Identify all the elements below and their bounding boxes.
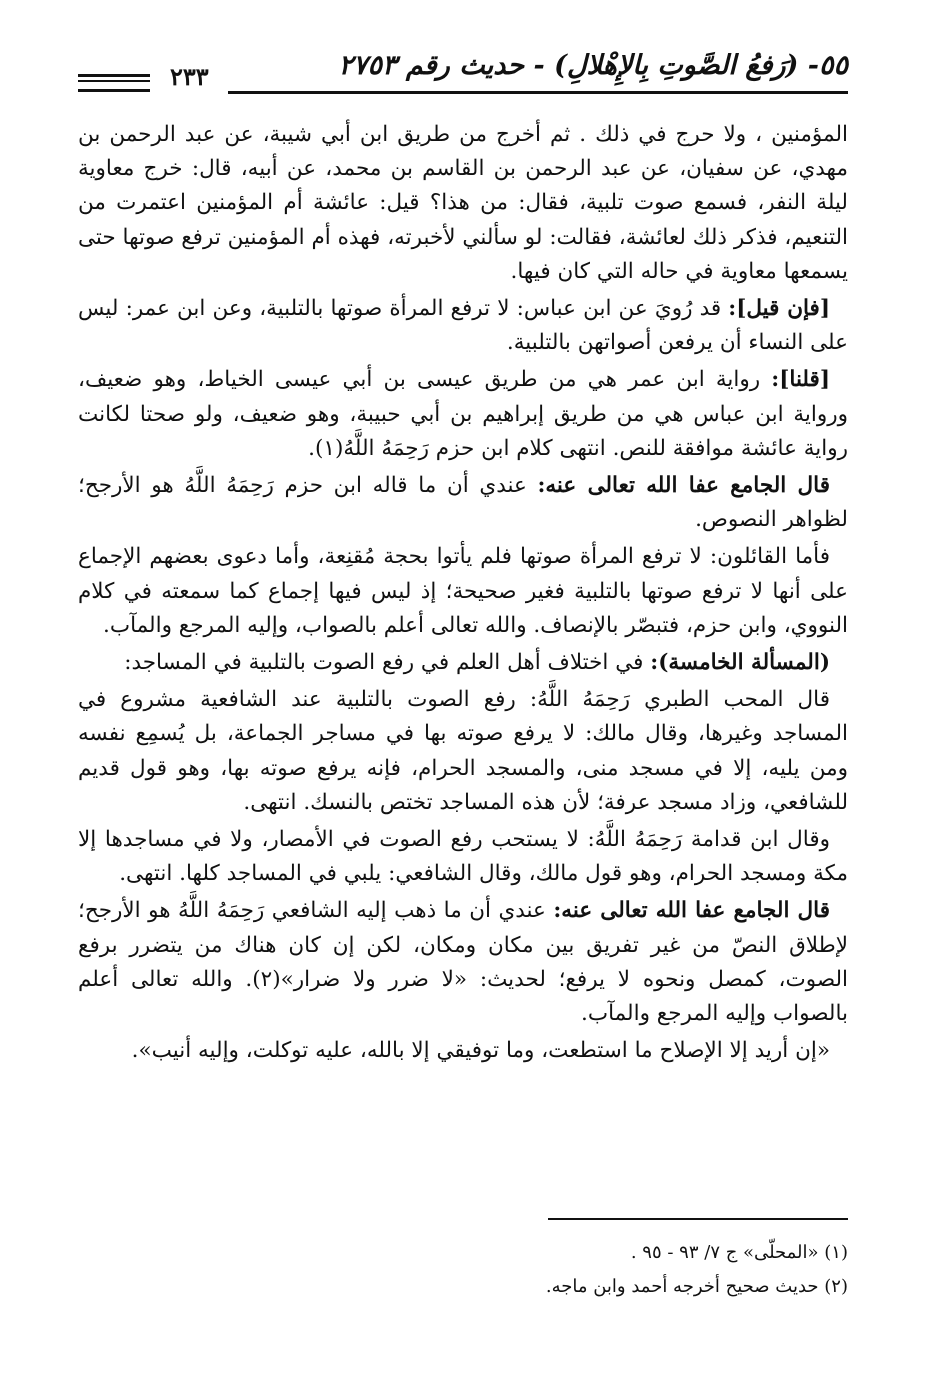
header-double-rule: [78, 74, 150, 92]
footnotes: [78, 1236, 848, 1304]
footnote-separator: [548, 1218, 848, 1220]
main-text: [78, 118, 848, 1071]
paragraph-text: وقال ابن قدامة رَحِمَهُ اللَّهُ: لا يستحب رفع الصوت في الأمصار، ولا في مساجدها إلا مكة ومسجد الحرام، وهو قول مالك، وقال الشافعي: يلبي في المساجد كلها. انتهى.: [78, 827, 848, 887]
paragraph: [78, 894, 848, 1031]
paragraph: [78, 540, 848, 643]
paragraph-text: عندي أن ما ذهب إليه الشافعي رَحِمَهُ اللَّهُ هو الأرجح؛ لإطلاق النصّ من غير تفريق بين مكان ومكان، لكن إن كان هناك من يتضرر برفع الصوت، كمصل ونحوه لا يرفع؛ لحديث: «لا ضرر ولا ضرار»(٢). والله تعالى أعلم بالصواب وإليه المرجع والمآب.: [78, 898, 848, 1027]
paragraph-lead: (المسألة الخامسة):: [650, 650, 830, 676]
paragraph: [78, 292, 848, 360]
footnote: (١) «المحلّى» ج ٧/ ٩٣ - ٩٥ .: [630, 1242, 848, 1263]
paragraph-lead: قال الجامع عفا الله تعالى عنه:: [553, 898, 830, 924]
paragraph-text: قد رُويَ عن ابن عباس: لا ترفع المرأة صوتها بالتلبية، وعن ابن عمر: ليس على النساء أن يرفعن أصواتهن بالتلبية.: [78, 296, 848, 356]
footnote: (٢) حديث صحيح أخرجه أحمد وابن ماجه.: [545, 1276, 848, 1297]
paragraph: [78, 363, 848, 466]
paragraph-text: فأما القائلون: لا ترفع المرأة صوتها فلم يأتوا بحجة مُقنِعة، وأما دعوى بعضهم الإجماع على أنها لا ترفع صوتها بالتلبية فغير صحيحة؛ إذ ليس فيها إجماع كما سمعته في كلام النووي، وابن حزم، فتبصّر بالإنصاف. والله تعالى أعلم بالصواب، وإليه المرجع والمآب.: [78, 544, 848, 638]
running-header: [78, 44, 848, 104]
paragraph-text: في اختلاف أهل العلم في رفع الصوت بالتلبية في المساجد:: [124, 650, 651, 676]
page-number: ٢٣٣: [170, 62, 209, 91]
closing-quote: [78, 1034, 848, 1068]
paragraph-lead: [فإن قيل]:: [728, 296, 831, 322]
paragraph-lead: [قلنا]:: [771, 367, 830, 393]
header-rule: [228, 91, 848, 94]
chapter-title: ٥٥- (رَفعُ الصَّوتِ بِالإِهْلالِ) - حديث رقم ٢٧٥٣: [338, 50, 848, 81]
paragraph: [78, 646, 848, 680]
paragraph: [78, 469, 848, 537]
paragraph-text: «إن أريد إلا الإصلاح ما استطعت، وما توفيقي إلا بالله، عليه توكلت، وإليه أنيب».: [131, 1038, 830, 1064]
paragraph: [78, 683, 848, 820]
paragraph-text: قال المحب الطبري رَحِمَهُ اللَّهُ: رفع الصوت بالتلبية عند الشافعية مشروع في المساجد وغيرها، وقال مالك: لا يرفع صوته بها في مساجر الجماعة، بل يُسمِع نفسه ومن يليه، إلا في مسجد منى، والمسجد الحرام، فإنه يرفع صوته بها، وهو قول قديم للشافعي، وزاد مسجد عرفة؛ لأن هذه المساجد تختص بالنسك. انتهى.: [78, 687, 848, 815]
paragraph-text: رواية ابن عمر هي من طريق عيسى بن أبي عيسى الخياط، وهو ضعيف، ورواية ابن عباس هي من طريق إبراهيم بن أبي حبيبة، وهو ضعيف، ولو صحتا لكانت رواية عائشة موافقة للنص. انتهى كلام ابن حزم رَحِمَهُ اللَّهُ(١).: [78, 367, 848, 461]
paragraph-lead: قال الجامع عفا الله تعالى عنه:: [537, 473, 830, 499]
paragraph-text: المؤمنين ، ولا حرج في ذلك . ثم أخرج من طريق ابن أبي شيبة، عن عبد الرحمن بن مهدي، عن سفيان، عن عبد الرحمن بن القاسم بن محمد، عن أبيه، قال: خرج معاوية ليلة النفر، فسمع صوت تلبية، فقال: من هذا؟ قيل: عائشة أم المؤمنين اعتمرت من التنعيم، فذكر ذلك لعائشة، فقالت: لو سألني لأخبرته، فهذه أم المؤمنين ترفع صوتها حتى يسمعها معاوية في حاله التي كان فيها.: [78, 122, 848, 284]
paragraph: [78, 823, 848, 891]
paragraph-text: عندي أن ما قاله ابن حزم رَحِمَهُ اللَّهُ هو الأرجح؛ لظواهر النصوص.: [78, 473, 848, 533]
paragraph: [78, 118, 848, 289]
